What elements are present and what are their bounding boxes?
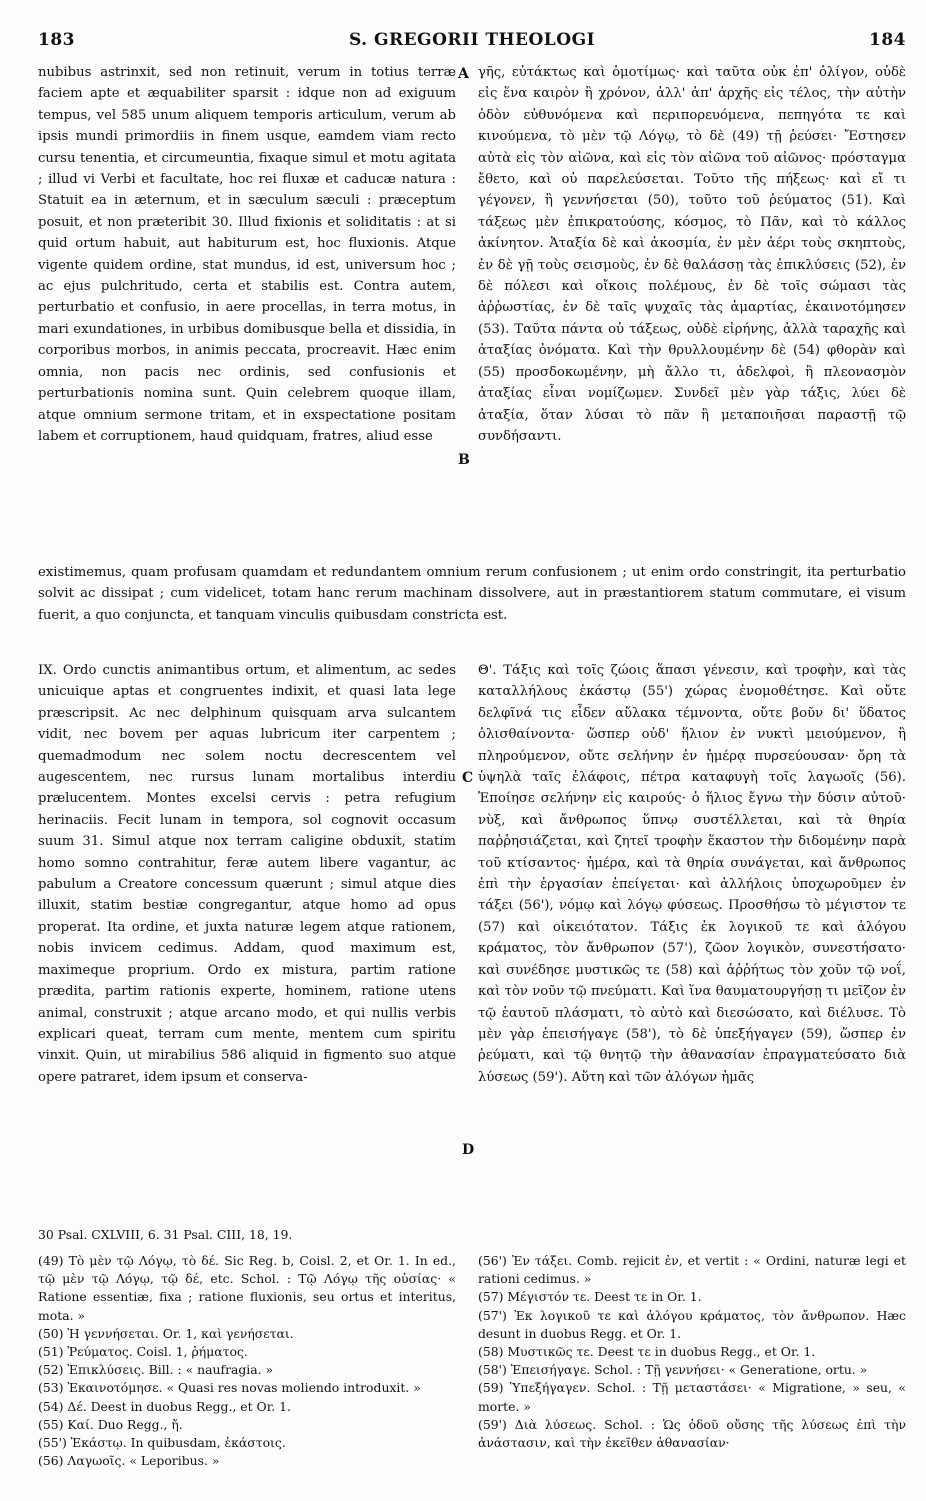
footnote: (54) Δέ. Deest in duobus Regg., et Or. 1. — [38, 1398, 291, 1414]
greek-column-top — [478, 62, 906, 556]
latin-paragraph-continued: existimemus, quam profusam quamdam et redundantem omnium rerum confusionem ; ut enim ordo constringit, ita perturbatio solvit ac dissipat ; cum videlicet, totam hanc rerum machinam dissolvere, aut in præstantiorem statum commutare, ei visum fuerit, a quo conjuncta, et tanquam vinculis quibusdam constricta est. — [38, 565, 906, 623]
latin-paragraph: nubibus astrinxit, sed non retinuit, verum in totius terræ faciem apte et æquabiliter sparsit : idque non ad exiguum tempus, vel 585 unum aliquem temporis articulum, verum ab ipsis mundi primordiis in finem usque, eamdem viam recto cursu tenentia, et circumeuntia, fixaque simul et motu agitata ; illud vi Verbi et facultate, hoc rei fluxæ et caducæ natura : Statuit ea in æternum, et in sæculum sæculi : præceptum posuit, et non præteribit 30. Illud fixionis et soliditatis : at si quid ortum habuit, aut habiturum est, hoc fluxionis. Atque vigente quidem ordine, stat mundus, id est, universum hoc ; ac ejus pulchritudo, certa et stabilis est. Contra autem, perturbatio et confusio, in aere procellas, in terra motus, in mari exundationes, in urbibus domibusque bella et dissidia, in corporibus morbos, in animis peccata, procreavit. Hæc enim omnia, non pacis nec ordinis, sed confusionis et perturbationis nomina sunt. Quin celebrem quoque illam, atque omnium sermone tritam, et in exspectatione positam labem et corruptionem, haud quidquam, fratres, aliud esse — [38, 65, 456, 444]
latin-column-top — [38, 62, 456, 556]
footnote: (52) Ἐπικλύσεις. Bill. : « naufragia. » — [38, 1362, 274, 1378]
footnote: (51) Ῥεύματος. Coisl. 1, ῥήματος. — [38, 1344, 248, 1360]
footnote: (55') Ἑκάστῳ. In quibusdam, ἑκάστοις. — [38, 1435, 286, 1451]
footnote: (57') Ἐκ λογικοῦ τε καὶ ἀλόγου κράματος, τὸν ἄνθρωπον. Hæc desunt in duobus Regg. et Or. 1. — [478, 1307, 906, 1341]
greek-section-theta: Θ'. Τάξις καὶ τοῖς ζώοις ἅπασι γένεσιν, καὶ τροφὴν, καὶ τὰς καταλλήλους ἑκάστῳ (55') χώρας ἐνομοθέτησε. Καὶ οὔτε δελφῖνά τις εἶδεν αὔλακα τέμνοντα, οὔτε βοῦν δι' ὕδατος ὀλισθαίνοντα· ὥσπερ οὐδ' ἥλιον ἐν νυκτὶ μειούμενον, ἢ πληρούμενον, οὔτε σελήνην ἐν ἡμέρᾳ πυρσεύουσαν· ὄρη τὰ ὑψηλὰ ταῖς ἐλάφοις, πέτρα καταφυγὴ τοῖς λαγωοῖς (56). Ἐποίησε σελήνην εἰς καιρούς· ὁ ἥλιος ἔγνω τὴν δύσιν αὐτοῦ· νὺξ, καὶ ἄνθρωπος ὕπνῳ συστέλλεται, καὶ τὰ θηρία παῤῥησιάζεται, καὶ ζητεῖ τροφὴν ἕκαστον τὴν διδομένην παρὰ τοῦ κτίσαντος· ἡμέρα, καὶ τὰ θηρία συνάγεται, καὶ ἄνθρωπος ἐπὶ τὴν ἐργασίαν ἐπείγεται· καὶ ἀλλήλοις ὑποχωροῦμεν ἐν τάξει (56'), νόμῳ καὶ λόγῳ φύσεως. Προσθήσω τὸ μέγιστον τε (57) καὶ οἰκειότατον. Τάξις ἐκ λογικοῦ τε καὶ ἀλόγου κράματος, τὸν ἄνθρωπον (57'), ζῶον λογικὸν, συνεστήσατο· καὶ συνέδησε μυστικῶς τε (58) καὶ ἀῤῥήτως τὸν χοῦν τῷ νοΐ, καὶ τὸν νοῦν τῷ πνεύματι. Καὶ ἵνα θαυματουργήσῃ τι μεῖζον ἐν τῷ ἑαυτοῦ πλάσματι, τὸ αὐτὸ καὶ διεσώσατο, καὶ διέλυσε. Τὸ μὲν γὰρ ἐπεισήγαγε (58'), τὸ δὲ ὑπεξήγαγεν (59), ὥσπερ ἐν ῥεύματι, καὶ τῷ θνητῷ τὴν ἀθανασίαν ἐπραγματεύσατο διὰ λύσεως (59'). Αὕτη καὶ τῶν ἀλόγων ἡμᾶς — [478, 663, 906, 1085]
running-header — [38, 30, 906, 56]
margin-marker-b: B — [458, 452, 470, 468]
footnote: (57) Μέγιστόν τε. Deest τε in Or. 1. — [478, 1289, 702, 1305]
footnote: (56') Ἐν τάξει. Comb. rejicit ἐν, et vertit : « Ordini, naturæ legi et rationi cedimus. » — [478, 1253, 906, 1287]
scripture-references — [38, 1226, 456, 1248]
footnote: (58') Ἐπεισήγαγε. Schol. : Τῇ γεννήσει· « Generatione, ortu. » — [478, 1362, 868, 1378]
margin-marker-c: C — [462, 770, 474, 786]
footnotes-left — [38, 1252, 456, 1492]
page-number-left: 183 — [38, 30, 75, 50]
scripture-reference-line: 30 Psal. CXLVIII, 6. 31 Psal. CIII, 18, 19. — [38, 1227, 293, 1242]
footnote: (58) Μυστικῶς τε. Deest τε in duobus Regg., et Or. 1. — [478, 1344, 816, 1360]
footnote: (59) Ὑπεξήγαγεν. Schol. : Τῇ μεταστάσει· « Migratione, » seu, « morte. » — [478, 1380, 906, 1414]
latin-fullwidth — [38, 562, 906, 654]
greek-column-bottom — [478, 660, 906, 1222]
footnote: (55) Καί. Duo Regg., ἤ. — [38, 1416, 183, 1432]
footnote: (59') Διὰ λύσεως. Schol. : Ὡς ὁδοῦ οὔσης τῆς λύσεως ἐπὶ τὴν ἀνάστασιν, καὶ τὴν ἐκεῖθεν ἀθανασίαν· — [478, 1416, 906, 1451]
margin-marker-a: A — [458, 66, 469, 82]
latin-section-ix: IX. Ordo cunctis animantibus ortum, et alimentum, ac sedes unicuique aptas et congruentes indixit, et quasi lata lege præscripsit. Ac nec delphinum quisquam arva sulcantem vidit, nec bovem per aquas lubricum iter carpentem ; quemadmodum nec solem noctu decrescentem vel augescentem, nec rursus lunam mortalibus interdiu prælucentem. Montes excelsi cervis : petra refugium herinaciis. Fecit lunam in tempora, sol cognovit occasum suum 31. Simul atque nox terram caligine obduxit, statim homo somno contrahitur, feræ autem libere vagantur, ac pabulum a Creatore concessum quærunt ; simul atque dies illuxit, statim bestiæ congregantur, atque homo ad opus properat. Ita ordine, et juxta naturæ legem atque rationem, nobis invicem cedimus. Addam, quod maximum est, maximeque proprium. Ordo ex mistura, partim ratione prædita, partim rationis experte, hominem, ratione utens animal, construxit ; atque arcano modo, et qui nullis verbis explicari queat, terram cum mente, mentem cum spiritu vinxit. Quin, ut mirabilius 586 aliquid in figmento suo atque opere patraret, idem ipsum et conserva- — [38, 663, 456, 1085]
footnote: (56) Λαγωοῖς. « Leporibus. » — [38, 1453, 220, 1469]
margin-marker-d: D — [462, 1142, 475, 1158]
footnotes-right — [478, 1252, 906, 1492]
footnote: (49) Τὸ μὲν τῷ Λόγῳ, τὸ δέ. Sic Reg. b, Coisl. 2, et Or. 1. In ed., τῷ μὲν τῷ Λόγῳ, τῷ δέ, etc. Schol. : Τῷ Λόγῳ τῆς οὐσίας· « Ratione essentiæ, fixa ; ratione fluxionis, seu ortus et interitus, mota. » — [38, 1253, 456, 1323]
latin-column-bottom — [38, 660, 456, 1222]
footnote: (53) Ἐκαινοτόμησε. « Quasi res novas moliendo introduxit. » — [38, 1380, 421, 1396]
running-title: S. GREGORII THEOLOGI — [348, 30, 596, 50]
footnote: (50) Ἡ γεννήσεται. Or. 1, καὶ γενήσεται. — [38, 1325, 294, 1341]
page-number-right: 184 — [869, 30, 906, 50]
greek-paragraph: γῆς, εὐτάκτως καὶ ὁμοτίμως· καὶ ταῦτα οὐκ ἐπ' ὀλίγον, οὐδὲ εἰς ἕνα καιρὸν ἢ χρόνον, ἀλλ' ἀπ' ἀρχῆς εἰς τέλος, τὴν αὐτὴν ὁδὸν εὐθυνόμενα καὶ περιπορευόμενα, πεπηγότα τε καὶ κινούμενα, τὸ μὲν τῷ Λόγῳ, τὸ δὲ (49) τῇ ῥεύσει· Ἔστησεν αὐτὰ εἰς τὸν αἰῶνα, καὶ εἰς τὸν αἰῶνα τοῦ αἰῶνος· πρόσταγμα ἔθετο, καὶ οὐ παρελεύσεται. Τοῦτο τῆς πήξεως· καὶ εἴ τι γέγονεν, ἢ γεννήσεται (50), τοῦτο τοῦ ῥεύματος (51). Καὶ τάξεως μὲν ἐπικρατούσης, κόσμος, τὸ Πᾶν, καὶ τὸ κάλλος ἀκίνητον. Ἀταξία δὲ καὶ ἀκοσμία, ἐν μὲν ἀέρι τοὺς σκηπτοὺς, ἐν δὲ γῇ τοὺς σεισμοὺς, ἐν δὲ θαλάσσῃ τὰς ἐπικλύσεις (52), ἐν δὲ πόλεσι καὶ οἴκοις πολέμους, ἐν δὲ τοῖς σώμασι τὰς ἀῤῥωστίας, ἐν δὲ ταῖς ψυχαῖς τὰς ἁμαρτίας, ἐκαινοτόμησεν (53). Ταῦτα πάντα οὐ τάξεως, οὐδὲ εἰρήνης, ἀλλὰ ταραχῆς καὶ ἀταξίας ὀνόματα. Καὶ τὴν θρυλλουμένην δὲ (54) φθορὰν καὶ (55) προσδοκωμένην, μὴ ἄλλο τι, ἀδελφοὶ, ἢ πλεονασμὸν ἀταξίας εἶναι νομίζωμεν. Συνδεῖ μὲν γὰρ τάξις, λύει δὲ ἀταξία, ὅταν λύσαι τὸ πᾶν ἢ μεταποιῆσαι παραστῇ τῷ συνδήσαντι. — [478, 65, 906, 444]
